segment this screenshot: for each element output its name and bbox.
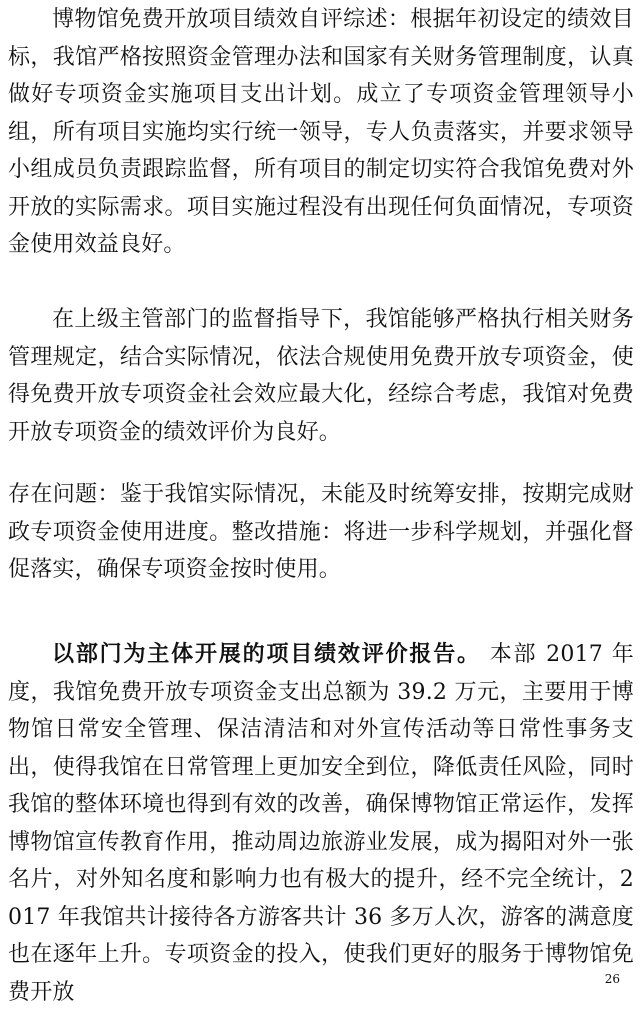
paragraph-department-report [8, 636, 634, 1011]
report-heading: 以部门为主体开展的项目绩效评价报告。 [52, 641, 481, 667]
paragraph-problems-and-measures: 存在问题：鉴于我馆实际情况，未能及时统筹安排，按期完成财政专项资金使用进度。整改措施：将进一步科学规划，并强化督促落实，确保专项资金按时使用。 [8, 482, 634, 582]
paragraph-evaluation-result: 在上级主管部门的监督指导下，我馆能够严格执行相关财务管理规定，结合实际情况，依法合规使用免费开放专项资金，使得免费开放专项资金社会效应最大化，经综合考虑，我馆对免费开放专项资金的绩效评价为良好。 [8, 307, 634, 445]
document-page [8, 0, 634, 1005]
report-body-text: 本部 2017 年度，我馆免费开放专项资金支出总额为 39.2 万元，主要用于博物馆日常安全管理、保洁清洁和对外宣传活动等日常性事务支出，使得我馆在日常管理上更加安全到位，降低责任风险，同时我馆的整体环境也得到有效的改善，确保博物馆正常运作，发挥博物馆宣传教育作用，推动周边旅游业发展，成为揭阳对外一张名片，对外知名度和影响力也有极大的提升，经不完全统计，2017 年我馆共计接待各方游客共计 36 多万人次，游客的满意度也在逐年上升。专项资金的投入，使我们更好的服务于博物馆免费开放 [8, 642, 634, 1005]
page-number: 26 [604, 972, 620, 986]
paragraph-self-evaluation-summary: 博物馆免费开放项目绩效自评综述：根据年初设定的绩效目标，我馆严格按照资金管理办法和国家有关财务管理制度，认真做好专项资金实施项目支出计划。成立了专项资金管理领导小组，所有项目实施均实行统一领导，专人负责落实，并要求领导小组成员负责跟踪监督，所有项目的制定切实符合我馆免费对外开放的实际需求。项目实施过程没有出现任何负面情况，专项资金使用效益良好。 [8, 7, 634, 257]
